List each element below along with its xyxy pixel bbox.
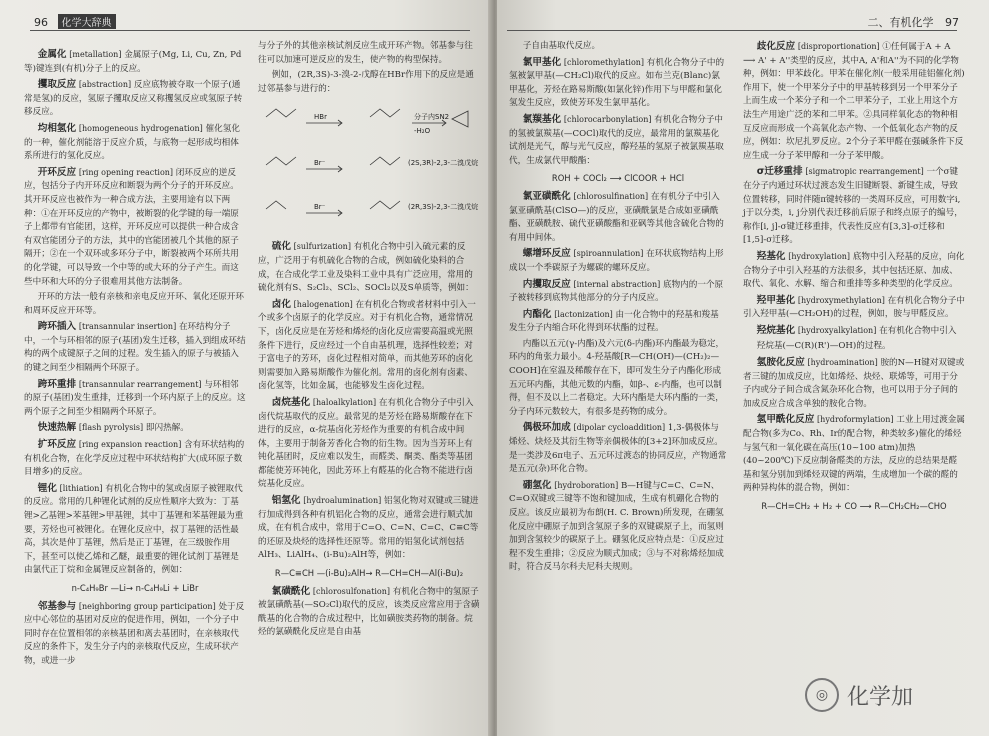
entry-text: 在环状底物结构上形成以一个季碳原子为螺碳的螺环反应。: [509, 249, 724, 273]
dictionary-entry: [509, 40, 727, 54]
bond-chain-3: [266, 157, 296, 165]
reaction-scheme-svg: [258, 99, 480, 237]
entry-term: 金属化: [37, 49, 67, 60]
entry-term: 氯甲基化: [522, 56, 562, 68]
dictionary-entry: [509, 247, 727, 275]
label-stereo-1: (2S,3R)-2,3-二溴戊烷: [408, 159, 479, 168]
entry-term: 歧化反应: [756, 41, 796, 52]
dictionary-entry: [509, 421, 727, 476]
wechat-icon: ◎: [805, 678, 839, 712]
entry-english: [disproportionation]: [797, 42, 880, 51]
entry-text: 在有机分子中引入氯亚磺酰基(ClSO—)的反应，亚磺酰氯是合成如亚磺酰酯、亚磺酰胺、硫代亚磺酸酯和亚砜等其他含硫化合物的有用中间体。: [509, 191, 724, 243]
entry-english: [hydroxyalkylation]: [797, 325, 877, 335]
entry-english: [sulfurization]: [293, 242, 351, 252]
entry-english: [chlorocarbonylation]: [563, 114, 652, 124]
entry-text: ①任何属于A + A ⟶ A' + A''类型的反应，其中A, A'和A''为不同的化学物种，例如：甲苯歧化。甲苯在催化剂(一般采用硅铝催化剂)作用下，使一个甲苯分子中的甲基转移到另一个甲苯分子上而生成一个苯分子和一个二甲苯分子，工业上用这个方法生产用途广泛的苯和二甲苯。②具同样氧化态的物种相互反应而形成一个高氧化态产物、一个低氧化态产物的反应，例如：坎尼扎罗反应。2个分子苯甲醛在强碱条件下反应生成一分子苯甲醇和一分子苯甲酸。: [743, 42, 965, 161]
entry-text: 含有环状结构的有机化合物，在化学反应过程中环状结构扩大(成环原子数目增多)的反应。: [24, 440, 245, 478]
entry-text: 与环相邻的原子(基团)发生重排，迁移到一个环内原子上的反应。这两个原子之间至少相隔两个环原子。: [24, 379, 246, 417]
dictionary-entry: [743, 413, 965, 496]
left-column-2-entries: [258, 240, 480, 640]
entry-text: 在有机化合物分子中引入羟甲基(—CH₂OH)的过程，例如，胺与甲醛反应。: [743, 295, 965, 320]
dictionary-entry: [258, 240, 480, 295]
dictionary-entry: [24, 600, 246, 669]
entry-english: [spiroannulation]: [573, 249, 644, 259]
entry-text: 反应底物被夺取一个原子(通常是氢)的反应，氢原子攫取反应又称攫氢反应或氢原子转移反应。: [24, 80, 243, 118]
entry-term: 跨环重排: [37, 378, 77, 390]
entry-term: 氢甲酰化反应: [756, 414, 815, 426]
entry-english: [metallation]: [69, 50, 122, 59]
dictionary-entry: [258, 494, 480, 563]
label-br-2: Br⁻: [314, 203, 326, 212]
dictionary-entry: [743, 165, 965, 248]
dictionary-entry: [24, 482, 246, 578]
right-header: [868, 14, 960, 30]
dictionary-entry: [24, 122, 246, 164]
entry-term: 氯羰基化: [522, 113, 562, 125]
watermark-logo: [805, 675, 975, 715]
dictionary-entry: [509, 338, 727, 420]
entry-english: [chlorosulfonation]: [312, 586, 391, 596]
dictionary-entry: [24, 78, 246, 120]
entry-english: [neighboring group participation]: [78, 601, 216, 611]
entry-text: 底物内的一个原子被转移到底物其他部分的分子内反应。: [509, 279, 724, 304]
entry-text: 铝氢化物对双键或三键进行加成得到各种有机铝化合物的反应，通常会进行顺式加成，在有机合成中，常用于C=O、C=N、C=C、C≡C等的还原及炔烃的选择性还原等。常用的铝氢化试剂包括AlH₃、LiAlH₄、(i-Bu)₂AlH等，例如：: [258, 496, 479, 561]
entry-text: 羟烷基(—C(R)(R')—OH)的过程。: [756, 341, 891, 352]
dictionary-entry: [509, 190, 727, 245]
section-title: 二、有机化学: [867, 16, 934, 29]
page-number-left: 96: [34, 16, 48, 29]
left-column-2: [258, 40, 480, 642]
entry-english: [haloalkylation]: [312, 397, 377, 407]
equation: ROH + COCl₂ ⟶ ClCOOR + HCl: [551, 173, 685, 184]
entry-term: 氢胺化反应: [756, 357, 805, 369]
entry-term: σ迁移重排: [756, 166, 803, 178]
entry-english: [hydroboration]: [554, 480, 619, 490]
entry-term: 开环反应: [37, 166, 77, 178]
equation: R—C≡CH —(i-Bu)₂AlH→ R—CH=CH—Al(i-Bu)₂: [274, 568, 464, 579]
dictionary-entry: [258, 396, 480, 492]
dictionary-entry: [509, 278, 727, 306]
equation: R—CH=CH₂ + H₂ + CO ⟶ R—CH₂CH₂—CHO: [761, 501, 947, 511]
label-h2o: -H₂O: [414, 127, 431, 136]
entry-text: 内酯以五元(γ-内酯)及六元(δ-内酯)环内酯最为稳定，环内的角张力最小。4-羟基酸[R—CH(OH)—(CH₂)₂—COOH]在室温及稀酸存在下，即可发生分子内酯化形成五元环内酯，其他元数的内酯，如β-、ε-内酯，也可以制得，但不及以上二者稳定。大环内酯是大环内酯的一类，分子内环元数较大，有很多是药物的成分。: [509, 338, 725, 417]
label-br-1: Br⁻: [314, 159, 326, 168]
entry-text: 金属原子(Mg, Li, Cu, Zn, Pd等)键连到(有机)分子上的反应。: [24, 50, 242, 74]
entry-text: 有机化合物分子中的氢被氯甲基(—CH₂Cl)取代的反应。如布兰克(Blanc)氯甲基化，芳烃在路易斯酸(如氯化锌)作用下与甲醛和氯化氢发生反应，致使芳环发生氯甲基化。: [509, 57, 725, 109]
entry-term: 硫化: [271, 241, 291, 253]
entry-english: [chlorosulfination]: [573, 191, 649, 201]
entry-text: 有机化合物中引入硫元素的反应，广泛用于有机硫化合物的合成，例如硫化染料的合成，在合成化学工业及染料工业中具有广泛应用，常用的硫化剂有S、S₂Cl₂、SCl₂、SOCl₂以及S单质等，例如：: [258, 242, 474, 294]
right-column-1: [509, 40, 727, 577]
entry-english: [flash pyrolysis]: [78, 423, 144, 433]
dictionary-entry: [24, 421, 246, 436]
entry-text: 1,3-偶极体与烯烃、炔烃及其衍生物等亲偶极体的[3+2]环加成反应。是一类涉及6π电子、五元环过渡态的协同反应，产物通常是五元(杂)环化合物。: [509, 423, 727, 475]
dictionary-entry: [509, 113, 727, 168]
dictionary-entry: [743, 250, 965, 292]
entry-term: 氯磺酰化: [271, 585, 311, 597]
neighboring-group-scheme: [258, 99, 480, 237]
entry-english: [lithiation]: [59, 483, 103, 493]
dictionary-entry: [24, 320, 246, 375]
entry-english: [transannular rearrangement]: [78, 379, 202, 389]
entry-english: [hydroalumination]: [303, 496, 382, 506]
entry-term: 羟烷基化: [756, 324, 796, 336]
right-column-2: [743, 40, 965, 518]
entry-term: 羟基化: [756, 250, 786, 262]
entry-text: 胺的N—H键对双键或者三键的加成反应，比如烯烃、炔烃、联烯等，可用于分子内或分子间合成含氮杂环化合物，也可以用于分子间的加成反应合成含单独的胺化合物。: [743, 358, 965, 409]
right-page: [497, 0, 989, 736]
entry-english: [hydroamination]: [807, 358, 878, 368]
label-stereo-2: (2R,3S)-2,3-二溴戊烷: [408, 203, 479, 212]
entry-term: 快速热解: [37, 422, 77, 434]
left-column-1: [24, 48, 246, 671]
bond-chain-2: [370, 109, 400, 117]
entry-english: [dipolar cycloaddition]: [573, 423, 666, 433]
dictionary-entry: [509, 56, 727, 111]
label-hbr: HBr: [314, 113, 327, 122]
entry-text: 处于反应中心邻位的基团对反应的促进作用，例如，一个分子中同时存在位置相邻的亲核基团和离去基团时，在亲核取代反应的条件下，发生分子内的亲核取代反应，生成环状产物，或进一步: [24, 601, 245, 666]
entry-text: 有机化合物分子中的氢被氯羰基(—COCl)取代的反应，最常用的氯羰基化试剂是光气，醇与光气反应，醇羟基的氢原子被氯羰基取代，生成氯代甲酸酯：: [509, 114, 724, 166]
dictionary-entry: [509, 308, 727, 336]
entry-term: 卤烷基化: [271, 396, 311, 408]
entry-text: 即闪热解。: [145, 423, 189, 434]
entry-term: 均相氢化: [37, 122, 77, 134]
entry-text: 有机化合物中的氢原子被氯磺酰基(—SO₂Cl)取代的反应，该类反应常应用于含磺酰基的化合物的合成过程中，比如磺胺类药物的制备。烷烃的氯磺酰化反应是自由基: [258, 586, 480, 638]
dictionary-entry: [743, 356, 965, 411]
entry-term: 卤化: [271, 298, 291, 310]
entry-text: 闭环反应的逆反应，包括分子内开环反应和断裂为两个分子的开环反应。其开环反应也被作为一种合成方法，主要用途有以下两种：①在开环反应的产物中，被断裂的化学键的每一端原子上都带有官能团，这样，开环反应可以提供一种合成含有双官能团分子的方法，其中的官能团被几个其他的原子隔开；②在一个双环或多环分子中，断裂被两个环所共用的化学键，可以导致一个中等的或大环的分子产生。而这些中环和大环的分子很难用其他方法制备。: [24, 167, 239, 287]
left-header: [34, 14, 116, 29]
entry-english: [abstraction]: [78, 80, 132, 90]
label-pathway: 分子内SN2: [414, 113, 450, 122]
entry-text: 工业上用过渡金属配合物(多为Co、Rh、Ir的配合物，种类较多)催化的烯烃与氢气和一氧化碳在高压(10~100 atm)加热(40~200℃)下反应制备醛类的方法，反应的总结果是醛基和氢分别加到烯烃双键的两端，生成增加一个碳的醛的两种异构体的混合物，例如：: [743, 415, 965, 494]
left-page: [0, 0, 492, 736]
dictionary-entry: [24, 438, 246, 480]
entry-english: [transannular insertion]: [78, 322, 177, 332]
entry-english: [chloromethylation]: [563, 57, 645, 67]
header-rule-right: [507, 30, 957, 31]
entry-term: 邻基参与: [37, 600, 77, 612]
dictionary-entry: [24, 166, 246, 289]
entry-english: [hydroxymethylation]: [797, 295, 885, 305]
entry-term: 螺增环反应: [522, 248, 571, 260]
col2-continuation: 与分子外的其他亲核试剂反应生成开环产物。邻基参与往往可以加速可逆反应的发生，使产物的构型保持。: [258, 41, 473, 65]
entry-text: 底物中引入羟基的反应，向化合物分子中引入羟基的方法很多，其中包括还原、加成、取代、氧化、水解、缩合和重排等多种类型的化学反应。: [743, 251, 965, 290]
entry-text: 开环的方法一般有亲核和亲电反应开环、氧化还原开环和周环反应开环等。: [24, 292, 245, 316]
entry-term: 氯亚磺酰化: [522, 190, 571, 202]
entry-term: 内攫取反应: [522, 278, 571, 290]
entry-text: 在有机化合物中引入: [879, 325, 957, 336]
dictionary-entry: [743, 294, 965, 322]
dictionary-entry: [258, 585, 480, 640]
entry-text: 在有机化合物或者材料中引入一个或多个卤原子的化学反应。对于有机化合物，通常情况下，卤化反应是在芳烃和烯烃的卤化反应需要高温或光照条件下进行，反应经过一个自由基机理，选择性较差；对于富电子的芳环，卤化过程相对简单，而其他芳环的卤化则需要加入路易斯酸作为催化剂。常用的卤化剂有卤素、卤化氢等，比如金属，也能够发生卤化过程。: [258, 299, 476, 392]
entry-term: 内酯化: [522, 308, 552, 320]
entry-text: 有机化合物中的氢或卤原子被锂取代的反应。常用的几种锂化试剂的反应性顺序大致为：丁基锂>乙基锂>苯基锂>甲基锂，其中丁基锂和苯基锂最为重要，芳烃也可被锂化。在锂化反应中，叔丁基锂的活性最高，其次是仲丁基锂，然后是正丁基锂，在三级胺作用下，甚至可以使乙烯和乙醚，最重要的锂化试剂丁基锂是由氯代正丁烷和金属锂反应制备的，例如：: [24, 483, 244, 576]
entry-term: 偶极环加成: [522, 422, 571, 434]
entry-term: 扩环反应: [37, 439, 77, 451]
entry-text: B—H键与C=C、C=N、C=O双键或三键等不饱和键加成，生成有机硼化合物的反应。该反应最初为布朗(H. C. Brown)所发现，在硼氢化反应中硼原子加到含氢原子多的双键碳原子上，而氢则加到含氢较少的碳原子上。硼氢化反应特点是：①反应过程不发生重排；②反应为顺式加成；③与不对称烯烃加成时，符合反马尔科夫尼科夫规则。: [509, 480, 724, 573]
entry-english: [halogenation]: [293, 299, 353, 309]
dictionary-entry: [509, 479, 727, 575]
entry-english: [internal abstraction]: [573, 279, 661, 289]
entry-term: 跨环插入: [37, 321, 77, 333]
entry-text: 由一化合物中的羟基和羧基发生分子内缩合环化得到环状酯的过程。: [509, 309, 719, 334]
bromonium-ring: [452, 111, 468, 127]
entry-english: [hydroformylation]: [817, 415, 894, 425]
entry-english: [lactonization]: [554, 309, 613, 319]
page-number-right: 97: [945, 16, 959, 29]
entry-english: [hydroxylation]: [788, 251, 851, 261]
bond-chain-4: [370, 157, 400, 165]
entry-english: [ring opening reaction]: [78, 167, 174, 177]
entry-text: 催化氢化的一种，催化剂能溶于反应介质，与底物一起形成均相体系所进行的氢化反应。: [24, 123, 240, 162]
equation: n-C₄H₉Br —Li→ n-C₄H₉Li + LiBr: [71, 582, 199, 593]
bond-chain-1: [266, 109, 296, 117]
entry-english: [homogeneous hydrogenation]: [78, 123, 203, 133]
entry-english: [sigmatropic rearrangement]: [805, 167, 924, 177]
entry-text: 一个σ键在分子内通过环状过渡态发生旧键断裂、新键生成，导致位置转移，同时伴随π键转移的一类周环反应，可用数字i, j于以分类，i, j分别代表迁移前后原子和终点原子的编号，称作[i, j]-σ键迁移重排，代表性反应有[3,3]-σ迁移和[1,5]-σ迁移。: [743, 167, 963, 246]
book-title: 化学大辞典: [58, 14, 116, 29]
dictionary-entry: [24, 48, 246, 76]
watermark-text: 化学加: [847, 684, 914, 710]
dictionary-entry: [258, 298, 480, 394]
dictionary-entry: [24, 378, 246, 420]
col2-example-intro: 例如，(2R,3S)-3-溴-2-戊醇在HBr作用下的反应是通过邻基参与进行的：: [258, 70, 474, 94]
entry-text: 在环结构分子中，一个与环相邻的原子(基团)发生迁移，插入到组成环结构的两个成键原子之间的过程。发生插入的原子与被插入的键之间至少相隔两个环原子。: [24, 322, 246, 374]
dictionary-entry: [743, 40, 965, 163]
entry-term: 硼氢化: [522, 479, 552, 491]
entry-text: 在有机化合物分子中引入卤代烷基取代的反应。最常见的是芳烃在路易斯酸存在下进行的反应，α-烷基卤化芳烃作为重要的有机合成中间体，主要用于制备芳香化合物的衍生物。因为当芳环上有钝化基团时，反应难以发生，而醛类、酮类、酯类等基团都能使芳环钝化，因此芳环上有醛基的化合物不能进行卤烷基化反应。: [258, 397, 474, 490]
dictionary-entry: [743, 324, 965, 339]
entry-term: 铝氢化: [271, 495, 301, 507]
dictionary-entry: [743, 340, 965, 354]
entry-term: 锂化: [37, 482, 57, 494]
entry-english: [ring expansion reaction]: [78, 440, 182, 450]
header-rule-left: [30, 30, 470, 31]
dictionary-entry: [24, 291, 246, 318]
entry-term: 攫取反应: [37, 79, 77, 91]
bond-chain-6: [370, 201, 400, 209]
bond-chain-5: [266, 201, 286, 209]
entry-term: 羟甲基化: [756, 294, 796, 306]
entry-text: 子自由基取代反应。: [522, 41, 601, 51]
